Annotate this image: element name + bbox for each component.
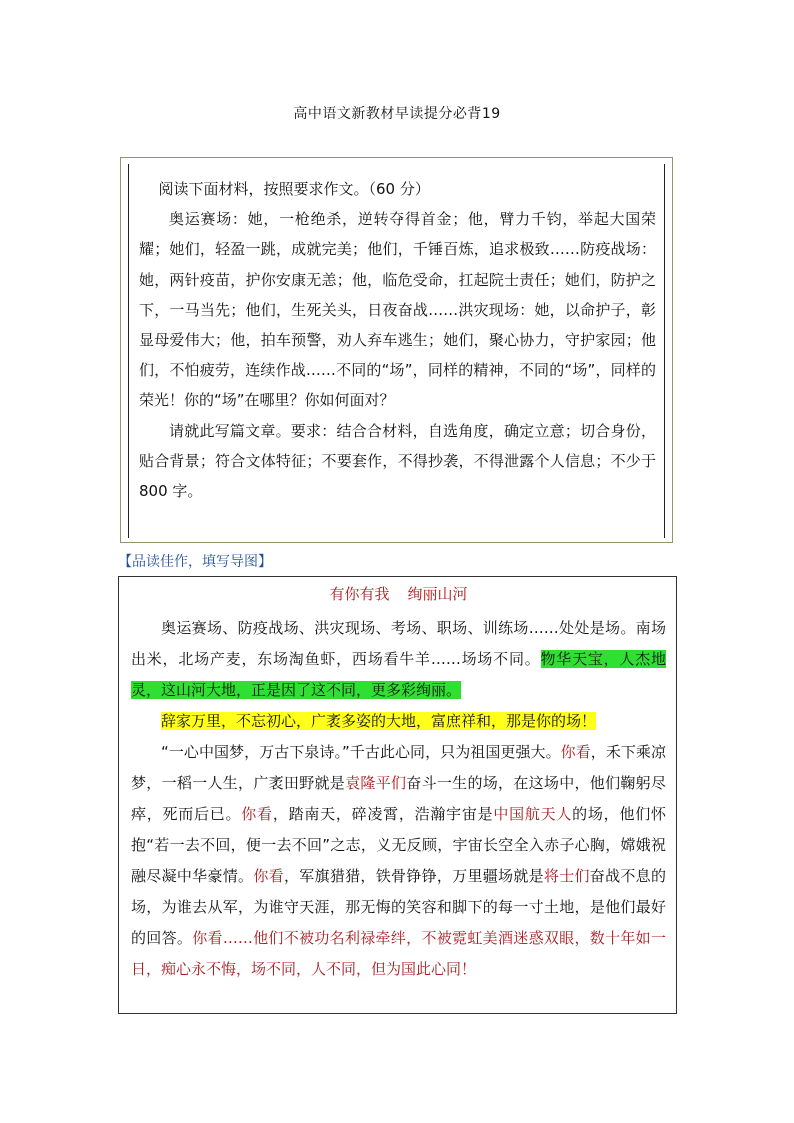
prompt-material: 奥运赛场：她，一枪绝杀，逆转夺得首金；他，臂力千钧，举起大国荣耀；她们，轻盈一跳，成就完美；他们，千锤百炼，追求极致……防疫战场：她，两针疫苗，护你安康无恙；他，临危受命，扛起院士责任；她们，防护之下，一马当先；他们，生死关头，日夜奋战……洪灾现场：她，以命护子，彰显母爱伟大；他，拍车预警，劝人弃车逃生；她们，聚心协力，守护家园；他们，不怕疲劳，连续作战……不同的“场”，同样的精神，不同的“场”，同样的荣光！你的“场”在哪里？你如何面对？ [139, 210, 656, 410]
essay-p3-red: 中国航天人 [493, 805, 573, 823]
essay-p3-text: 奋战不息的场，为谁去从军，为谁守天涯，那无悔的笑容和脚下的每一寸土地，是他们最好的回答。 [131, 867, 666, 947]
essay-p3-text: 奋斗一生的场，在这场中，他们鞠躬尽瘁，死而后已。 [131, 774, 666, 823]
prompt-requirement: 请就此写篇文章。要求：结合合材料，自选角度，确定立意；切合身份，贴合背景；符合文体特征；不要套作，不得抄袭，不得泄露个人信息；不少于 800 字。 [139, 421, 656, 501]
essay-p3-text: 的场，他们怀抱“若一去不回，便一去不回”之志，义无反顾，宇宙长空全入赤子心胸，嫦娥祝融尽凝中华豪情。 [131, 805, 666, 885]
section-heading: 【品读佳作，填写导图】 [118, 554, 272, 570]
page-title: 高中语文新教材早读提分必背19 [293, 106, 501, 122]
essay-paragraph-2 [131, 706, 666, 737]
essay-title [131, 583, 666, 605]
essay-p3-red: 你看 [560, 743, 591, 761]
prompt-intro: 阅读下面材料，按照要求作文。（60 分） [158, 180, 430, 198]
essay-title-part1: 有你有我 [329, 585, 390, 603]
essay-p3-text: ，军旗猎猎，铁骨铮铮，万里疆场就是 [283, 867, 544, 885]
essay-box [118, 576, 677, 1014]
essay-p3-text: ，踏南天，碎凌霄，浩瀚宇宙是 [272, 805, 494, 823]
essay-title-part2: 绚丽山河 [407, 585, 468, 603]
essay-p2-highlight: 辞家万里，不忘初心，广袤多姿的大地，富庶祥和，那是你的场！ [161, 712, 597, 730]
essay-paragraph-3 [131, 737, 666, 985]
essay-p3-text: ，禾下乘凉梦，一稻一人生，广袤田野就是 [131, 743, 666, 792]
essay-p3-red: 你看……他们不被功名利禄牵绊，不被霓虹美酒迷惑双眼，数十年如一日，痴心永不悔，场不同，人不同，但为国此心同！ [131, 929, 666, 978]
essay-p1-text: 奥运赛场、防疫战场、洪灾现场、考场、职场、训练场……处处是场。南场出米，北场产麦，东场淘鱼虾，西场看牛羊……场场不同。 [131, 619, 666, 668]
essay-paragraph-1 [131, 613, 666, 706]
essay-p3-red: 袁隆平们 [345, 774, 407, 792]
essay-p3-text: “一心中国梦，万古下泉诗。”千古此心同，只为祖国更强大。 [161, 743, 561, 761]
essay-p3-red: 将士们 [543, 867, 590, 885]
prompt-box-inner [128, 164, 665, 538]
essay-p3-red: 你看 [241, 805, 273, 823]
essay-p3-red: 你看 [253, 867, 284, 885]
essay-p1-highlight: 物华天宝，人杰地灵，这山河大地，正是因了这不同，更多彩绚丽。 [131, 650, 666, 699]
prompt-box [120, 157, 673, 543]
